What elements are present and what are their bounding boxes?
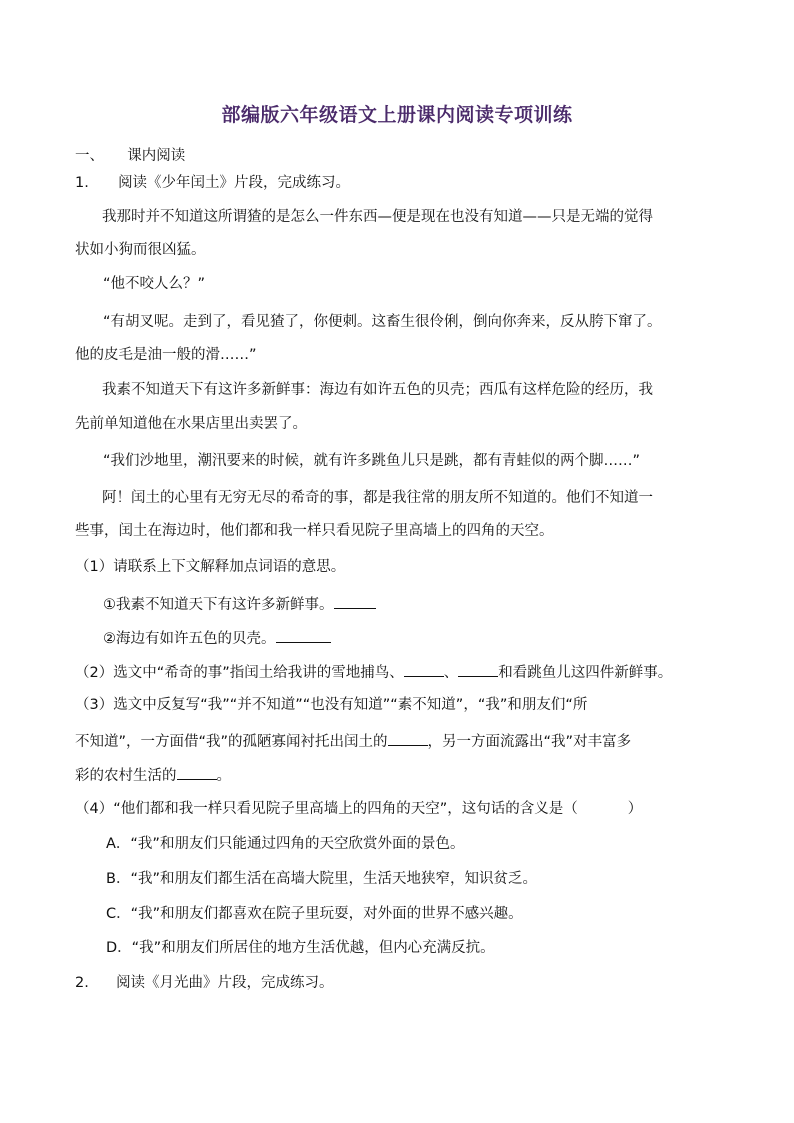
sub-question-2-text-a: （2）选文中“希奇的事”指闰土给我讲的雪地捕鸟、: [75, 665, 404, 681]
answer-blank[interactable]: [177, 764, 217, 780]
sub-question-2: [75, 661, 672, 683]
question-2-header: [75, 973, 334, 993]
question-1-header: [75, 173, 350, 193]
sub-question-3-text: 不知道”，一方面借“我”的孤陋寡闻衬托出闰土的: [75, 734, 388, 750]
question-1-number: 1.: [75, 175, 89, 191]
item-text: ②海边有如许五色的贝壳。: [103, 631, 276, 647]
section-number: 一、: [75, 148, 104, 164]
section-label: 课内阅读: [127, 148, 186, 164]
question-2-number: 2.: [75, 975, 89, 991]
answer-blank[interactable]: [388, 730, 428, 746]
passage-line: 先前单知道他在水果店里出卖罢了。: [75, 416, 307, 432]
sub-question-3-line-3: [75, 764, 231, 786]
sub-question-1-item-2: [103, 627, 331, 649]
sub-question-3-line-2: [75, 730, 631, 752]
section-heading: [75, 146, 185, 166]
sub-question-2-text-c: 和看跳鱼儿这四件新鲜事。: [498, 665, 673, 681]
sub-question-1: （1）请联系上下文解释加点词语的意思。: [75, 559, 346, 575]
sub-question-3-line-1: （3）选文中反复写“我”“并不知道”“也没有知道”“素不知道”，“我”和朋友们“所: [75, 697, 588, 713]
passage-line: 阿！闰土的心里有无穷无尽的希奇的事，都是我往常的朋友所不知道的。他们不知道一: [102, 490, 653, 506]
option-a: A．“我”和朋友们只能通过四角的天空欣赏外面的景色。: [106, 836, 465, 852]
passage-line: 他的皮毛是油一般的滑……”: [75, 347, 257, 363]
item-text: ①我素不知道天下有这许多新鲜事。: [103, 597, 334, 613]
page-title: 部编版六年级语文上册课内阅读专项训练: [221, 104, 573, 126]
answer-blank[interactable]: [276, 627, 331, 643]
sub-question-4-text: （4）“他们都和我一样只看见院子里高墙上的四角的天空”，这句话的含义是（: [75, 801, 578, 817]
passage-line: “他不咬人么？”: [103, 276, 206, 292]
question-2-intro: 阅读《月光曲》片段，完成练习。: [116, 975, 334, 991]
sub-question-3-text: 。: [216, 768, 231, 784]
passage-line: “有胡叉呢。走到了，看见猹了，你便刺。这畜生很伶俐，倒向你奔来，反从胯下窜了。: [103, 314, 662, 330]
passage-line: 些事，闰土在海边时，他们都和我一样只看见院子里高墙上的四角的天空。: [75, 523, 554, 539]
passage-line: 状如小狗而很凶猛。: [75, 242, 206, 258]
sub-question-4: [75, 799, 642, 819]
passage-line: 我那时并不知道这所谓猹的是怎么一件东西—便是现在也没有知道——只是无端的觉得: [102, 209, 653, 225]
answer-blank[interactable]: [334, 593, 376, 609]
sub-question-2-text-b: 、: [443, 665, 459, 681]
question-1-intro: 阅读《少年闰土》片段，完成练习。: [118, 175, 351, 191]
option-d: D．“我”和朋友们所居住的地方生活优越，但内心充满反抗。: [106, 940, 495, 956]
sub-question-4-close: ）: [627, 801, 643, 817]
passage-line: 我素不知道天下有这许多新鲜事：海边有如许五色的贝壳；西瓜有这样危险的经历，我: [102, 382, 653, 398]
sub-question-3-text: 彩的农村生活的: [75, 768, 177, 784]
option-c: C．“我”和朋友们都喜欢在院子里玩耍，对外面的世界不感兴趣。: [106, 906, 523, 922]
sub-question-1-item-1: [103, 593, 376, 615]
answer-blank[interactable]: [404, 661, 444, 677]
option-b: B．“我”和朋友们都生活在高墙大院里，生活天地狭窄，知识贫乏。: [106, 871, 537, 887]
answer-blank[interactable]: [458, 661, 498, 677]
sub-question-3-text: ，另一方面流露出“我”对丰富多: [427, 734, 632, 750]
passage-line: “我们沙地里，潮汛要来的时候，就有许多跳鱼儿只是跳，都有青蛙似的两个脚……”: [103, 453, 641, 469]
